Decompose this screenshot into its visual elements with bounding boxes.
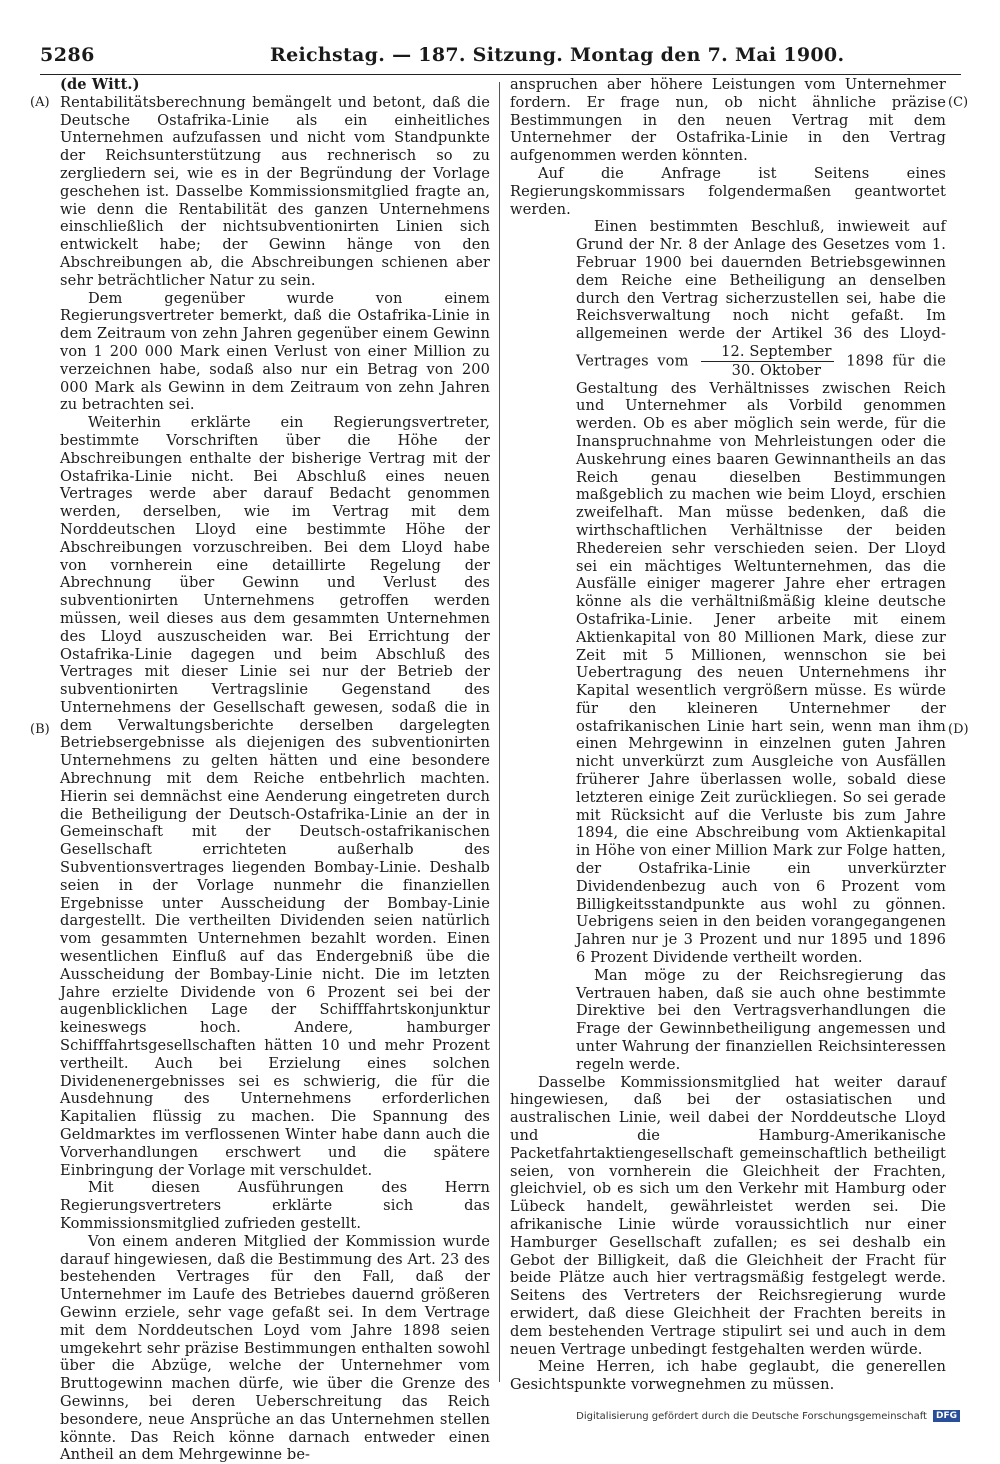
quote-text: 1898 für die Gestaltung des Verhältnisses zwischen Reich und Unternehmer als Vorbild genommen werden. Ob es aber möglich sein werde, für die Inanspruchnahme von Mehrleistungen oder die Auskehrung eines baaren Gewinnantheils an das Reich genau dieselben Bestimmungen maßgeblich zu machen wie beim Lloyd, erschien zweifelhaft. Man müsse bedenken, daß die wirthschaftlichen Verhältnisse der beiden Rhedereien sehr verschieden seien. Der Lloyd sei ein mächtiges Weltunternehmen, das die Ausfälle einiger magerer Jahre eher ertragen könne als die verhältnißmäßig kleine deutsche Ostafrika-Linie. Jener arbeite mit einem Aktienkapital von 80 Millionen Mark, diese zur Zeit mit 5 Millionen, wennschon sie bei Uebertragung des neuen Unternehmens ihr Kapital wesentlich vergrößern müsse. Es würde für den kleineren Unternehmer der ostafrikanischen Linie hart sein, wenn man ihm einen Mehrgewinn in einzelnen guten Jahren nicht unverkürzt zum Ausgleiche von Ausfällen früherer Jahre überlassen wolle, sobald diese letzteren einige Zeit zurückliegen. So sei gerade mit Rücksicht auf die Verluste bis zum Jahre 1894, die eine Abschreibung vom Aktienkapital in Höhe von einer Million Mark zur Folge hatten, der Ostafrika-Linie ein unverkürzter Dividendenbezug auch von 6 Prozent vom Billigkeitsstandpunkte aus wohl zu gönnen. Uebrigens seien in den beiden vorangegangenen Jahren nur je 3 Prozent und nur 1895 und 1896 6 Prozent Dividende vertheilt worden. — [576, 352, 946, 967]
page-number: 5286 — [40, 44, 95, 66]
right-column — [510, 76, 946, 1394]
credit-text: Digitalisierung gefördert durch die Deutsche Forschungsgemeinschaft — [576, 1410, 927, 1422]
margin-marker-d: (D) — [948, 722, 969, 737]
header-rule — [40, 74, 961, 75]
fraction-denominator: 30. Oktober — [731, 361, 822, 379]
dfg-logo: DFG — [933, 1410, 960, 1422]
digitization-credit — [576, 1410, 960, 1422]
quote-paragraph — [576, 218, 946, 966]
column-divider — [499, 82, 500, 1382]
paragraph: Dasselbe Kommissionsmitglied hat weiter darauf hingewiesen, daß bei der ostasiatischen und australischen Linie, weil dabei der Norddeutsche Lloyd und die Hamburg-Amerikanische Packetfahrtaktiengesellschaft gemeinschaftlich betheiligt seien, von vornherein die Gleichheit der Frachten, gleichviel, ob es sich um den Verkehr mit Hamburg oder Lübeck handelt, gewährleistet werden sei. Die afrikanische Linie würde voraussichtlich nur einer Hamburger Gesellschaft zufallen; es sei deshalb ein Gebot der Billigkeit, daß die Gleichheit der Fracht für beide Plätze auch hier vertragsmäßig festgelegt werde. Seitens des Vertreters der Reichsregierung wurde erwidert, daß diese Gleichheit der Frachten bereits in dem bestehenden Vertrage stipulirt sei und auch in dem neuen Vertrage unbedingt festgehalten werden würde. — [510, 1073, 946, 1358]
margin-marker-a: (A) — [30, 95, 50, 110]
paragraph: Von einem anderen Mitglied der Kommission wurde darauf hingewiesen, daß die Bestimmung des Art. 23 des bestehenden Vertrages für den Fall, daß der Unternehmer im Laufe des Betriebes dauernd größeren Gewinn erziele, sehr vage gefaßt sei. In dem Vertrage mit dem Norddeutschen Loyd vom Jahre 1898 seien umgekehrt sehr präzise Bestimmungen enthalten sowohl über die Abzüge, welche der Unternehmer vom Bruttogewinn machen dürfe, wie über die Grenze des Gewinns, bei deren Ueberschreitung das Reich besondere, neue Ansprüche an das Unternehmen stellen könnte. Das Reich könne darnach entweder einen Antheil an dem Mehrgewinne be- — [60, 1232, 490, 1464]
quoted-answer — [576, 218, 946, 1073]
paragraph: Mit diesen Ausführungen des Herrn Regierungsvertreters erklärte sich das Kommissionsmitglied zufrieden gestellt. — [60, 1179, 490, 1232]
paragraph: Meine Herren, ich habe geglaubt, die generellen Gesichtspunkte vorwegnehmen zu müssen. — [510, 1358, 946, 1394]
paragraph: Dem gegenüber wurde von einem Regierungsvertreter bemerkt, daß die Ostafrika-Linie in dem Zeitraum von zehn Jahren gegenüber einem Gewinn von 1 200 000 Mark einen Verlust von einer Million zu verzeichnen habe, sodaß also nur ein Betrag von 200 000 Mark als Gewinn in dem Zeitraum von zehn Jahren zu betrachten sei. — [60, 289, 490, 414]
paragraph: Auf die Anfrage ist Seitens eines Regierungskommissars folgendermaßen geantwortet werden. — [510, 164, 946, 218]
running-title: Reichstag. — 187. Sitzung. Montag den 7. Mai 1900. — [270, 44, 845, 66]
margin-marker-b: (B) — [30, 722, 50, 737]
left-column — [60, 76, 490, 1464]
quote-text: Einen bestimmten Beschluß, inwieweit auf Grund der Nr. 8 der Anlage des Gesetzes vom 1. Februar 1900 bei dauernden Betriebsgewinnen dem Reiche eine Betheiligung an denselben durch den Vertrag sicherzustellen sei, habe die Reichsverwaltung noch nicht gefaßt. Im allgemeinen werde der Artikel 36 des Lloyd-Vertrages vom — [576, 218, 946, 370]
page-header — [40, 44, 961, 74]
fraction-numerator: 12. September — [701, 343, 833, 362]
paragraph: Rentabilitätsberechnung bemängelt und betont, daß die Deutsche Ostafrika-Linie als ein einheitliches Unternehmen aufzufassen und nicht vom Standpunkte der Reichsunterstützung aus rechnerisch so zu zergliedern sei, wie es in der Begründung der Vorlage geschehen ist. Dasselbe Kommissionsmitglied fragte an, wie denn die Rentabilität des ganzen Unternehmens einschließlich der nichtsubventionirten Linien sich entwickelt habe; der Gewinn hänge von den Abschreibungen ab, die Abschreibungen schienen aber sehr beträchtlicher Natur zu sein. — [60, 93, 490, 289]
date-fraction — [701, 343, 833, 380]
margin-marker-c: (C) — [948, 95, 969, 110]
quote-paragraph: Man möge zu der Reichsregierung das Vertrauen haben, daß sie auch ohne bestimmte Direktive bei den Vertragsverhandlungen die Frage der Gewinnbetheiligung angemessen und unter Wahrung der finanziellen Reichsinteressen regeln werde. — [576, 966, 946, 1073]
speaker-label: (de Witt.) — [60, 76, 140, 93]
paragraph: Weiterhin erklärte ein Regierungsvertreter, bestimmte Vorschriften über die Höhe der Abschreibungen enthalte der bisherige Vertrag mit der Ostafrika-Linie nicht. Bei Abschluß eines neuen Vertrages werde aber darauf Bedacht genommen werden, derselben, wie im Vertrag mit dem Norddeutschen Lloyd eine bestimmte Höhe der Abschreibungen vorzuschreiben. Bei dem Lloyd habe von vornherein eine detaillirte Regelung der Abrechnung über Gewinn und Verlust des subventionirten Unternehmens getroffen werden müssen, weil dieses aus dem gesammten Unternehmen des Lloyd auszuscheiden war. Bei Errichtung der Ostafrika-Linie dagegen und beim Abschluß des Vertrages mit dieser Linie sei nur der Betrieb der subventionirten Vertragslinie Gegenstand des Unternehmens der Gesellschaft gewesen, sodaß die in dem Verwaltungsberichte derselben dargelegten Betriebsergebnisse als diejenigen des subventionirten Unternehmens zu gelten hätten und eine besondere Abrechnung mit dem Reiche entbehrlich machten. Hierin sei demnächst eine Aenderung eingetreten durch die Betheiligung der Deutsch-Ostafrika-Linie an der in Gemeinschaft mit der Deutsch-ostafrikanischen Gesellschaft errichteten außerhalb des Subventionsvertrages liegenden Bombay-Linie. Deshalb seien in der Vorlage nunmehr die finanziellen Ergebnisse unter Ausscheidung der Bombay-Linie dargestellt. Die vertheilten Dividenden seien natürlich vom gesammten Unternehmen bezahlt worden. Einen wesentlichen Einfluß auf das Endergebniß übe die Ausscheidung der Bombay-Linie nicht. Die im letzten Jahre erzielte Dividende von 6 Prozent sei bei der augenblicklichen Lage der Schifffahrtskonjunktur keineswegs hoch. Andere, hamburger Schifffahrtsgesellschaften hätten 10 und mehr Prozent vertheilt. Auch bei Erzielung eines solchen Dividenenergebnisses sei es schwierig, die für die Ausdehnung des Unternehmens erforderlichen Kapitalien flüssig zu machen. Die Spannung des Geldmarktes im verflossenen Winter habe dann auch die Vorverhandlungen erschwert und die spätere Einbringung der Vorlage mit verschuldet. — [60, 414, 490, 1179]
paragraph: anspruchen aber höhere Leistungen vom Unternehmer fordern. Er frage nun, ob nicht ähnliche präzise Bestimmungen in den neuen Vertrag mit dem Unternehmer der Ostafrika-Linie in den Vertrag aufgenommen werden könnten. — [510, 76, 946, 165]
